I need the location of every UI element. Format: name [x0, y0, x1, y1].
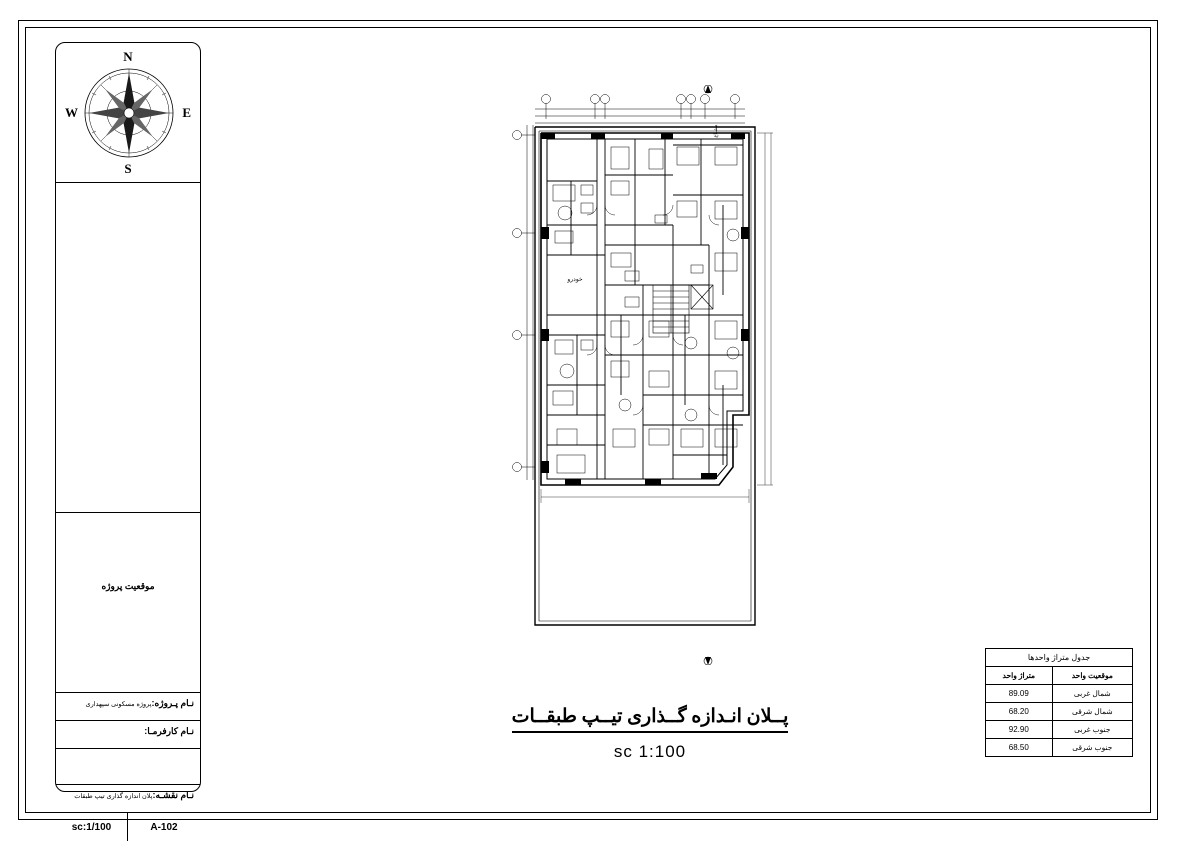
title-block-blank-upper — [56, 183, 200, 513]
table-row — [986, 703, 1133, 721]
drawing-name-cell — [56, 785, 200, 813]
project-location-cell — [56, 513, 200, 693]
client-name-label: نـام کارفرمـا: — [144, 726, 194, 736]
compass-east-label: E — [182, 105, 191, 120]
drawing-name-label: نـام نقشـه: — [152, 790, 194, 800]
table-title-row — [986, 649, 1133, 667]
project-name-cell — [56, 693, 200, 721]
table-header-row — [986, 667, 1133, 685]
header-unit-area: متراژ واحد — [986, 667, 1053, 685]
header-unit-location: موقعیت واحد — [1052, 667, 1132, 685]
plan-room-label-parking: خودرو — [567, 277, 583, 283]
client-name-cell — [56, 721, 200, 749]
compass-west-label: W — [65, 105, 78, 120]
compass-rose-icon — [56, 43, 200, 183]
units-area-table — [985, 648, 1133, 757]
floor-plan-drawing — [505, 85, 795, 665]
cell-unit-location: شمال غربی — [1052, 685, 1132, 703]
table-row — [986, 721, 1133, 739]
title-block-blank-lower — [56, 749, 200, 785]
plan-caption-title: پــلان انـدازه گــذاری تیــپ طبقــات — [512, 705, 789, 733]
plan-caption-scale: sc 1:100 — [613, 742, 687, 761]
compass-south-label: S — [124, 161, 132, 176]
cell-unit-location: شمال شرقی — [1052, 703, 1132, 721]
cell-unit-area: 92.90 — [986, 721, 1053, 739]
title-block — [55, 42, 201, 833]
table-row — [986, 685, 1133, 703]
compass-cell — [56, 43, 200, 183]
project-name-value: پروژه مسکونی سپهداری — [85, 701, 152, 708]
cell-unit-area: 68.50 — [986, 739, 1053, 757]
drawing-name-value: پلان اندازه گذاری تیپ طبقات — [74, 793, 153, 800]
floor-plan-graphic — [505, 85, 795, 665]
units-table-title: جدول متراژ واحدها — [986, 649, 1133, 667]
plan-caption — [450, 705, 850, 762]
compass-north-label: N — [123, 49, 133, 64]
cell-unit-area: 89.09 — [986, 685, 1053, 703]
cell-unit-area: 68.20 — [986, 703, 1053, 721]
cell-unit-location: جنوب شرقی — [1052, 739, 1132, 757]
drawing-scale-label: sc:1/100 — [56, 813, 128, 841]
plan-room-label-mashaa: مشـاع — [713, 124, 719, 138]
sheet-info-cell — [56, 813, 200, 841]
project-name-label: نـام پـروژه: — [151, 698, 194, 708]
table-row — [986, 739, 1133, 757]
cell-unit-location: جنوب غربی — [1052, 721, 1132, 739]
sheet-number-label: A-102 — [150, 821, 178, 833]
project-location-label: موقعیت پروژه — [101, 581, 155, 592]
